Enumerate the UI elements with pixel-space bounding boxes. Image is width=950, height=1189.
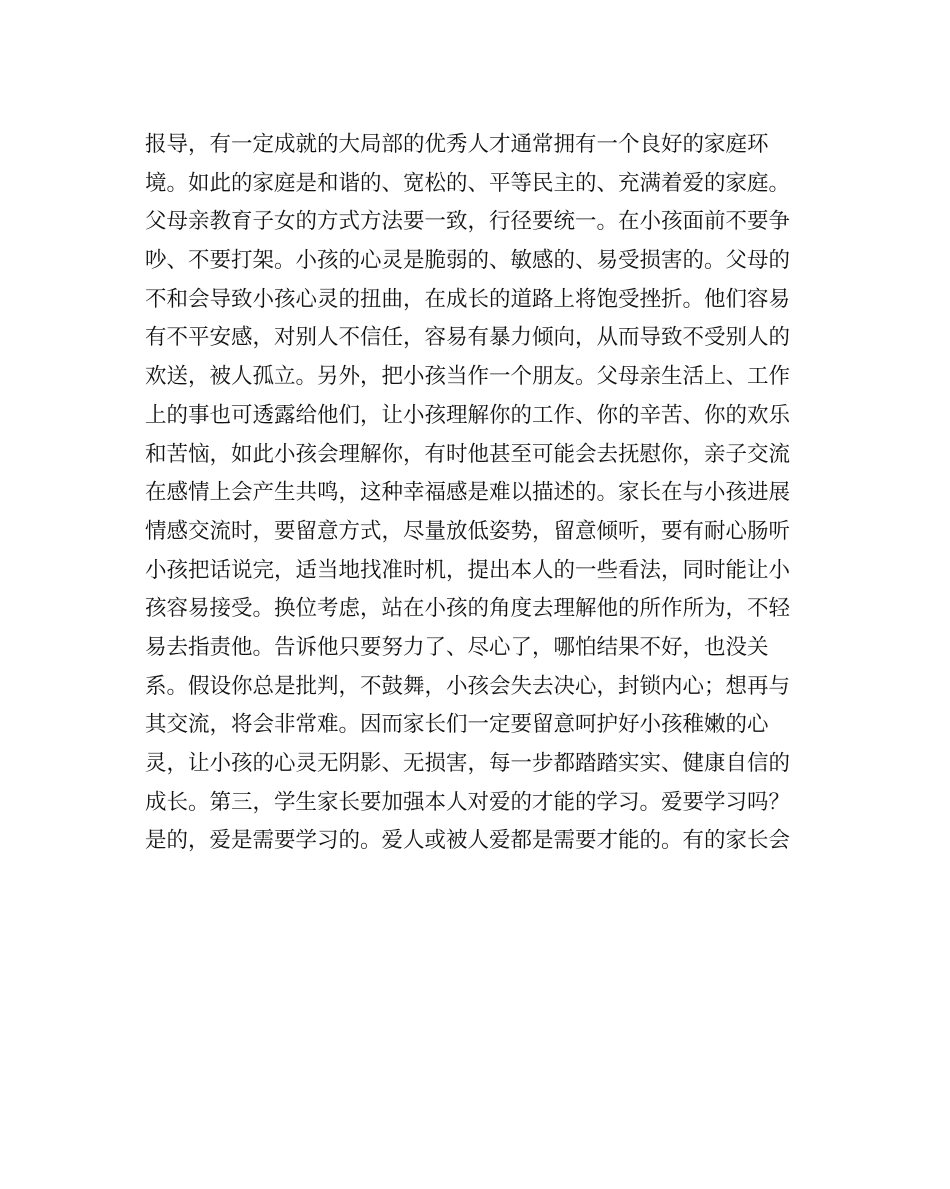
text-line: 吵、不要打架。小孩的心灵是脆弱的、敏感的、易受损害的。父母的 (145, 248, 791, 274)
text-line: 在感情上会产生共鸣，这种幸福感是难以描述的。家长在与小孩进展 (145, 480, 791, 506)
text-line: 孩容易接受。换位考虑，站在小孩的角度去理解他的所作所为，不轻 (145, 596, 791, 622)
body-paragraph (145, 126, 815, 861)
text-line: 小孩把话说完，适当地找准时机，提出本人的一些看法，同时能让小 (145, 557, 791, 583)
text-line: 是的，爱是需要学习的。爱人或被人爱都是需要才能的。有的家长会 (145, 828, 791, 854)
text-line: 欢送，被人孤立。另外，把小孩当作一个朋友。父母亲生活上、工作 (145, 364, 791, 390)
text-line: 情感交流时，要留意方式，尽量放低姿势，留意倾听，要有耐心肠听 (145, 518, 791, 544)
text-line: 不和会导致小孩心灵的扭曲，在成长的道路上将饱受挫折。他们容易 (145, 286, 791, 312)
text-line: 有不平安感，对别人不信任，容易有暴力倾向，从而导致不受别人的 (145, 325, 791, 351)
text-line: 灵，让小孩的心灵无阴影、无损害，每一步都踏踏实实、健康自信的 (145, 751, 791, 776)
text-line: 父母亲教育子女的方式方法要一致，行径要统一。在小孩面前不要争 (145, 209, 791, 235)
text-line: 上的事也可透露给他们，让小孩理解你的工作、你的辛苦、你的欢乐 (145, 402, 791, 428)
text-line: 境。如此的家庭是和谐的、宽松的、平等民主的、充满着爱的家庭。 (145, 170, 791, 196)
text-line: 其交流，将会非常难。因而家长们一定要留意呵护好小孩稚嫩的心 (145, 712, 769, 738)
text-line: 系。假设你总是批判，不鼓舞，小孩会失去决心，封锁内心；想再与 (145, 673, 791, 699)
text-line: 报导，有一定成就的大局部的优秀人才通常拥有一个良好的家庭环 (145, 132, 769, 157)
text-line: 成长。第三，学生家长要加强本人对爱的才能的学习。爱要学习吗？ (145, 789, 791, 815)
text-line: 和苦恼，如此小孩会理解你，有时他甚至可能会去抚慰你，亲子交流 (145, 441, 791, 467)
text-line: 易去指责他。告诉他只要努力了、尽心了，哪怕结果不好，也没关 (145, 634, 769, 660)
